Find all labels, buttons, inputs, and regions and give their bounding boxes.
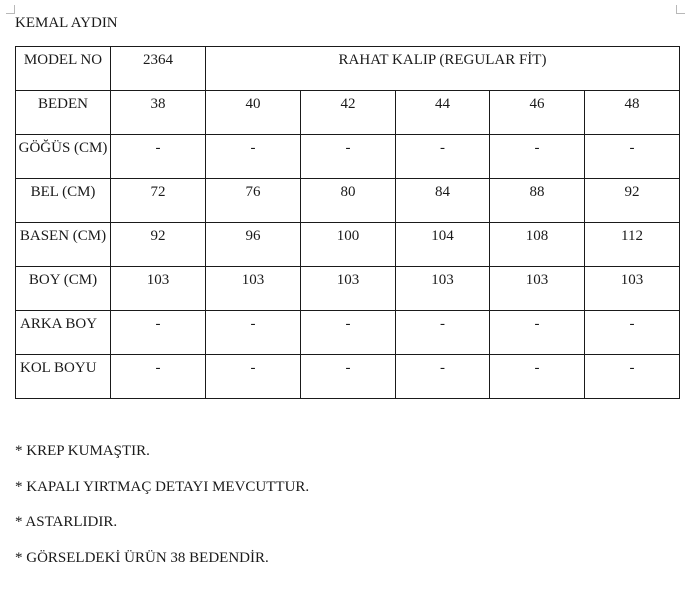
table-cell: 103 <box>585 267 680 311</box>
table-row-boy <box>16 267 680 311</box>
table-cell: - <box>111 355 206 399</box>
table-cell: - <box>396 355 490 399</box>
table-cell: - <box>301 135 396 179</box>
table-cell: - <box>490 135 585 179</box>
model-value-cell: 2364 <box>111 47 206 91</box>
table-cell: 96 <box>206 223 301 267</box>
table-cell: - <box>585 311 680 355</box>
note-item: * KAPALI YIRTMAÇ DETAYI MEVCUTTUR. <box>15 479 310 495</box>
document-title: KEMAL AYDIN <box>15 15 118 31</box>
page-corner-mark-right <box>676 5 685 14</box>
table-cell: 80 <box>301 179 396 223</box>
table-cell: - <box>490 355 585 399</box>
row-label: BEDEN <box>16 91 111 135</box>
table-cell: 72 <box>111 179 206 223</box>
table-cell: 112 <box>585 223 680 267</box>
table-cell: - <box>301 311 396 355</box>
note-item: * GÖRSELDEKİ ÜRÜN 38 BEDENDİR. <box>15 550 269 566</box>
table-cell: 92 <box>585 179 680 223</box>
model-label-cell: MODEL NO <box>16 47 111 91</box>
table-cell: 84 <box>396 179 490 223</box>
table-cell: - <box>206 135 301 179</box>
table-cell: 103 <box>206 267 301 311</box>
table-cell: - <box>396 135 490 179</box>
table-row-gogus <box>16 135 680 179</box>
table-row-arka-boy <box>16 311 680 355</box>
table-cell: 100 <box>301 223 396 267</box>
row-label: BEL (CM) <box>16 179 111 223</box>
table-cell: - <box>206 355 301 399</box>
table-cell: 76 <box>206 179 301 223</box>
table-cell: - <box>111 311 206 355</box>
table-cell: 103 <box>111 267 206 311</box>
page-corner-mark-left <box>6 5 15 14</box>
table-row-model <box>16 47 680 91</box>
row-label: GÖĞÜS (CM) <box>16 135 111 179</box>
table-cell: 38 <box>111 91 206 135</box>
table-row-bel <box>16 179 680 223</box>
note-item: * ASTARLIDIR. <box>15 514 118 530</box>
notes-list <box>15 442 309 585</box>
table-cell: 103 <box>490 267 585 311</box>
note-item: * KREP KUMAŞTIR. <box>15 443 150 459</box>
table-cell: 103 <box>301 267 396 311</box>
table-cell: 88 <box>490 179 585 223</box>
table-row-basen <box>16 223 680 267</box>
table-cell: - <box>206 311 301 355</box>
table-cell: 103 <box>396 267 490 311</box>
table-row-kol-boyu <box>16 355 680 399</box>
table-row-beden <box>16 91 680 135</box>
row-label: KOL BOYU <box>16 355 111 399</box>
fit-label-cell: RAHAT KALIP (REGULAR FİT) <box>206 47 680 91</box>
table-cell: - <box>301 355 396 399</box>
row-label: BOY (CM) <box>16 267 111 311</box>
table-cell: - <box>111 135 206 179</box>
table-cell: 48 <box>585 91 680 135</box>
table-cell: 104 <box>396 223 490 267</box>
table-cell: - <box>490 311 585 355</box>
table-cell: - <box>585 135 680 179</box>
table-cell: 42 <box>301 91 396 135</box>
table-cell: 46 <box>490 91 585 135</box>
table-cell: 92 <box>111 223 206 267</box>
size-table <box>15 46 680 399</box>
row-label: ARKA BOY <box>16 311 111 355</box>
table-cell: 108 <box>490 223 585 267</box>
table-cell: 40 <box>206 91 301 135</box>
row-label: BASEN (CM) <box>16 223 111 267</box>
table-cell: - <box>585 355 680 399</box>
table-cell: 44 <box>396 91 490 135</box>
table-cell: - <box>396 311 490 355</box>
